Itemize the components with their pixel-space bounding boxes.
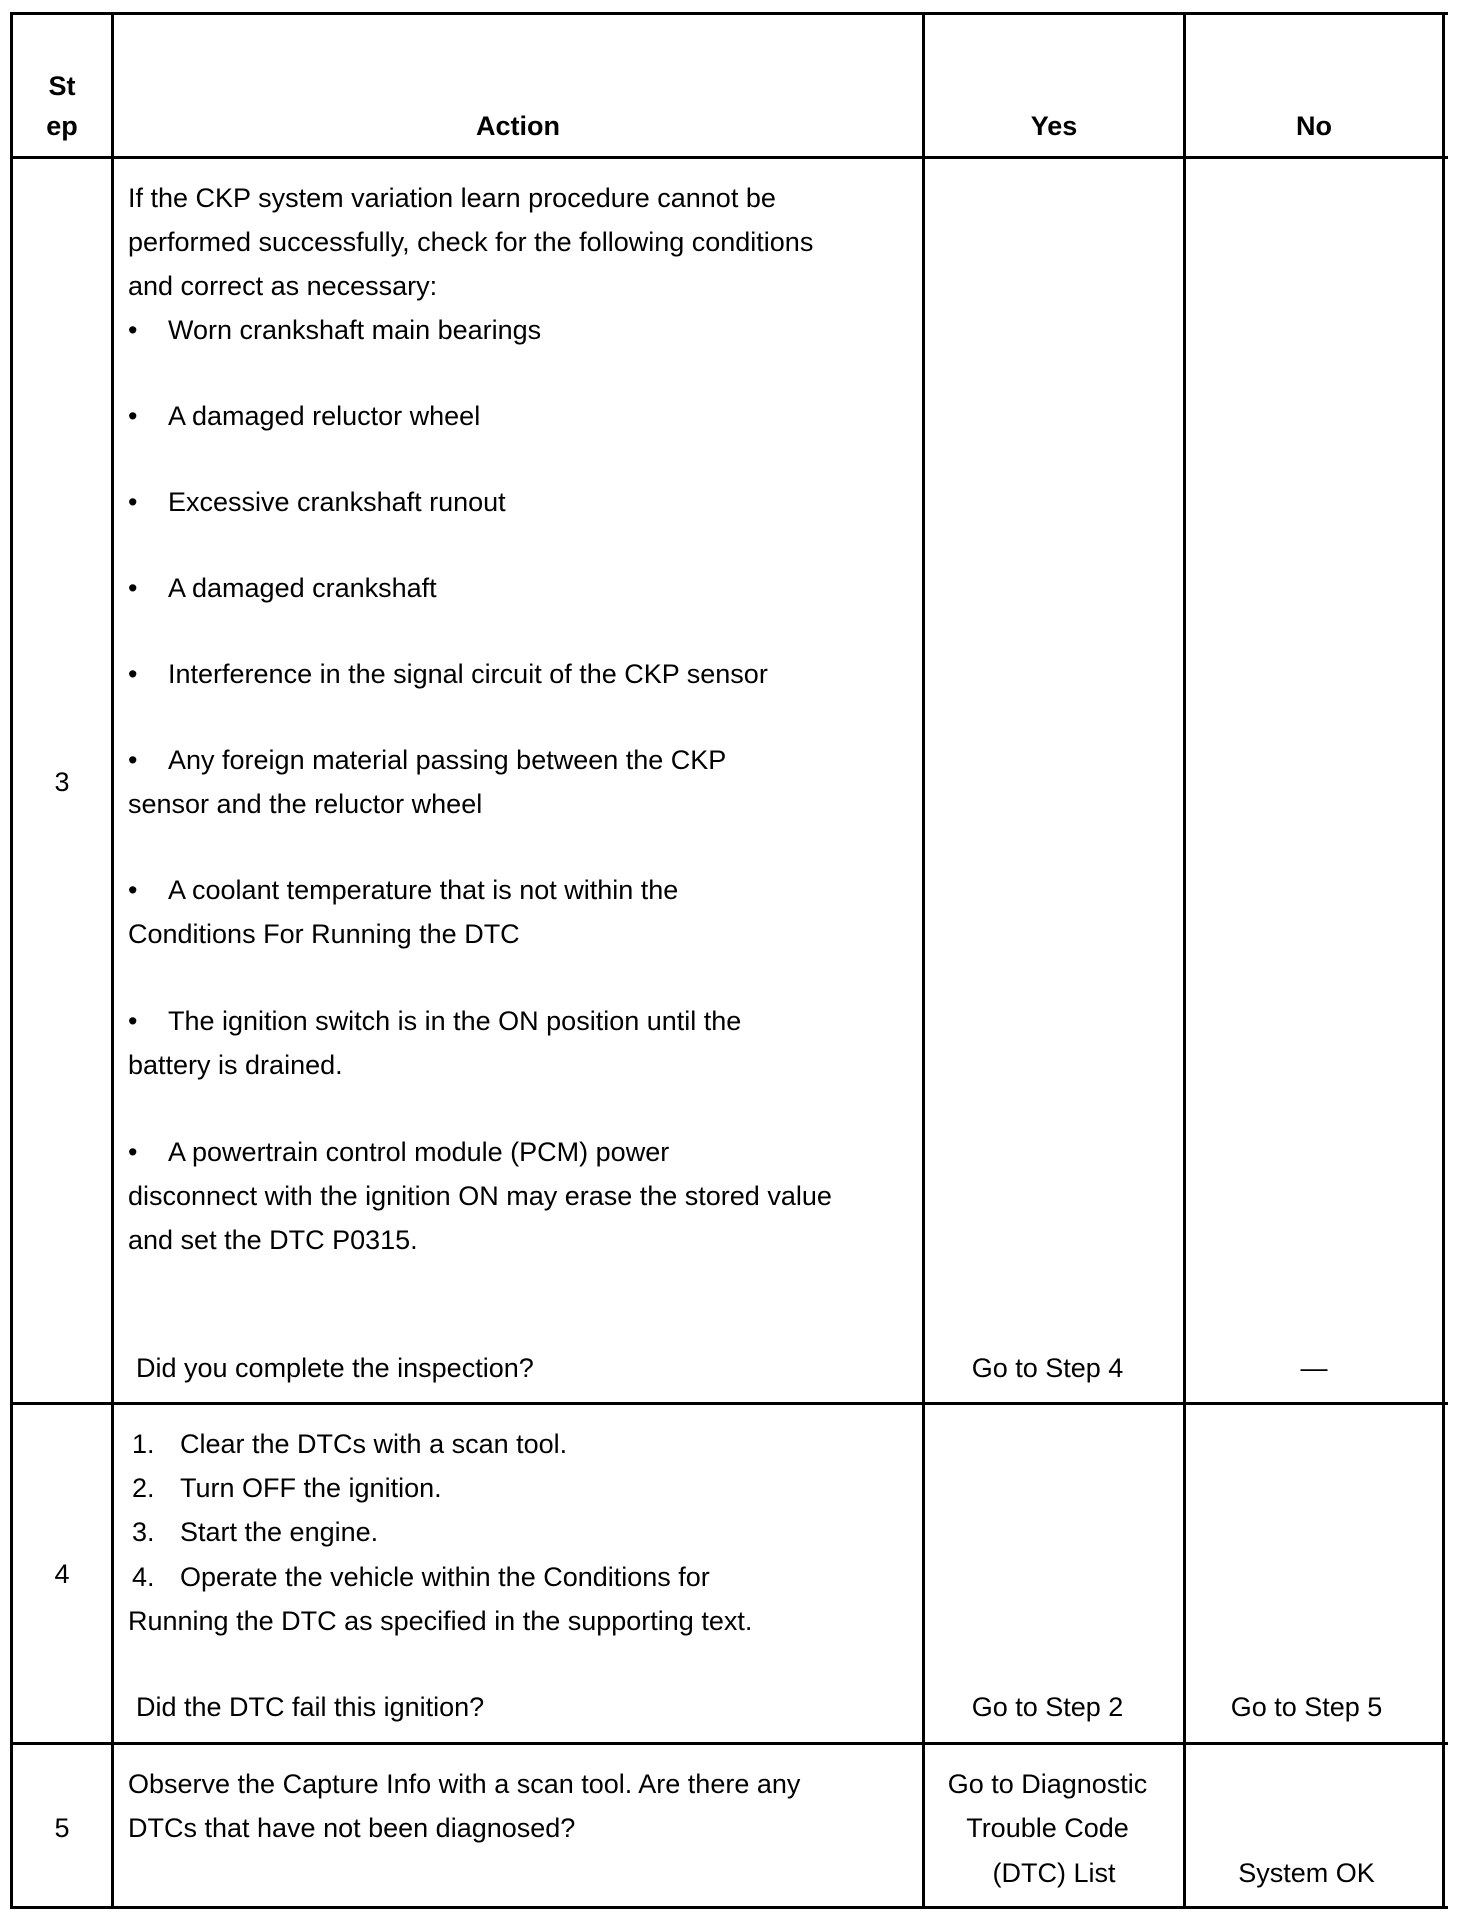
step-4-no: Go to Step 5 (1230, 1692, 1383, 1722)
bullet-symbol: • (128, 573, 138, 603)
step-3-bullet-2 (128, 394, 480, 438)
bullet-text: A coolant temperature that is not within the (168, 875, 679, 905)
step-4-yes: Go to Step 2 (971, 1692, 1124, 1722)
col-left-border (10, 12, 13, 1909)
item-text: Start the engine. (180, 1517, 379, 1547)
bullet-text: Interference in the signal circuit of the CKP sensor (168, 659, 768, 689)
step-3-bullet-9 (128, 1130, 669, 1174)
item-text: Turn OFF the ignition. (180, 1473, 442, 1503)
step-3-number: 3 (54, 767, 70, 797)
step-4-item-2 (132, 1466, 442, 1510)
header-yes: Yes (1030, 111, 1078, 141)
bullet-text: Excessive crankshaft runout (168, 487, 506, 517)
step-5-no: System OK (1238, 1858, 1375, 1888)
header-step-line2: ep (46, 111, 78, 141)
bullet-text: A damaged crankshaft (168, 573, 437, 603)
header-bottom-border (10, 156, 1448, 159)
item-text: Operate the vehicle within the Conditions for (180, 1562, 710, 1592)
bullet-symbol: • (128, 875, 138, 905)
step-3-intro-line3: and correct as necessary: (128, 271, 438, 301)
row4-bottom-border (10, 1742, 1448, 1745)
bullet-text: The ignition switch is in the ON position until the (168, 1006, 742, 1036)
step-4-number: 4 (54, 1559, 70, 1589)
item-number: 3. (132, 1517, 155, 1547)
step-3-bullet-8 (128, 999, 741, 1043)
step-5-number: 5 (54, 1813, 70, 1843)
item-number: 4. (132, 1562, 155, 1592)
item-number: 2. (132, 1473, 155, 1503)
step-4-item-3 (132, 1510, 378, 1554)
item-number: 1. (132, 1429, 155, 1459)
bullet-text: A damaged reluctor wheel (168, 401, 481, 431)
bullet-symbol: • (128, 745, 138, 775)
step-4-item-4-cont: Running the DTC as specified in the supporting text. (128, 1606, 753, 1636)
bullet-symbol: • (128, 659, 138, 689)
step-5-text-line1: Observe the Capture Info with a scan tool. Are there any (128, 1769, 801, 1799)
step-3-bullet-4 (128, 566, 437, 610)
step-3-bullet-7 (128, 868, 678, 912)
bullet-text: A powertrain control module (PCM) power (168, 1137, 670, 1167)
bullet-symbol: • (128, 1006, 138, 1036)
row3-bottom-border (10, 1402, 1448, 1405)
bullet-symbol: • (128, 1137, 138, 1167)
table-top-border (10, 12, 1448, 15)
bullet-text: Worn crankshaft main bearings (168, 315, 542, 345)
step-4-item-4 (132, 1555, 710, 1599)
step-3-bullet-8-cont: battery is drained. (128, 1050, 343, 1080)
step-3-bullet-9-cont2: and set the DTC P0315. (128, 1225, 418, 1255)
step-3-bullet-9-cont1: disconnect with the ignition ON may erase the stored value (128, 1181, 832, 1211)
bullet-text: Any foreign material passing between the CKP (168, 745, 727, 775)
bullet-symbol: • (128, 487, 138, 517)
header-step-line1: St (48, 71, 76, 101)
step-5-yes-line1: Go to Diagnostic (947, 1769, 1148, 1799)
step-3-intro-line2: performed successfully, check for the following conditions (128, 227, 814, 257)
step-3-bullet-5 (128, 652, 768, 696)
step-5-text-line2: DTCs that have not been diagnosed? (128, 1813, 576, 1843)
step-3-bullet-7-cont: Conditions For Running the DTC (128, 919, 520, 949)
col-action-yes-divider (922, 12, 925, 1909)
header-step (13, 66, 111, 146)
step-4-item-1 (132, 1422, 567, 1466)
item-text: Clear the DTCs with a scan tool. (180, 1429, 568, 1459)
header-action: Action (476, 111, 560, 141)
step-3-bullet-6 (128, 738, 726, 782)
step-3-bullet-1 (128, 308, 541, 352)
step-3-bullet-6-cont: sensor and the reluctor wheel (128, 789, 483, 819)
step-5-yes-line2: Trouble Code (966, 1813, 1129, 1843)
step-5-yes-line3: (DTC) List (992, 1858, 1116, 1888)
bullet-symbol: • (128, 401, 138, 431)
bullet-symbol: • (128, 315, 138, 345)
step-3-no: — (1300, 1353, 1328, 1383)
table-bottom-border (10, 1906, 1448, 1909)
step-4-question: Did the DTC fail this ignition? (136, 1692, 485, 1722)
col-yes-no-divider (1183, 12, 1186, 1909)
col-step-action-divider (111, 12, 114, 1909)
step-3-intro-line1: If the CKP system variation learn procedure cannot be (128, 183, 776, 213)
step-3-question: Did you complete the inspection? (136, 1353, 534, 1383)
step-3-bullet-3 (128, 480, 506, 524)
step-3-yes: Go to Step 4 (971, 1353, 1124, 1383)
col-right-border (1442, 12, 1445, 1909)
header-no: No (1296, 111, 1332, 141)
